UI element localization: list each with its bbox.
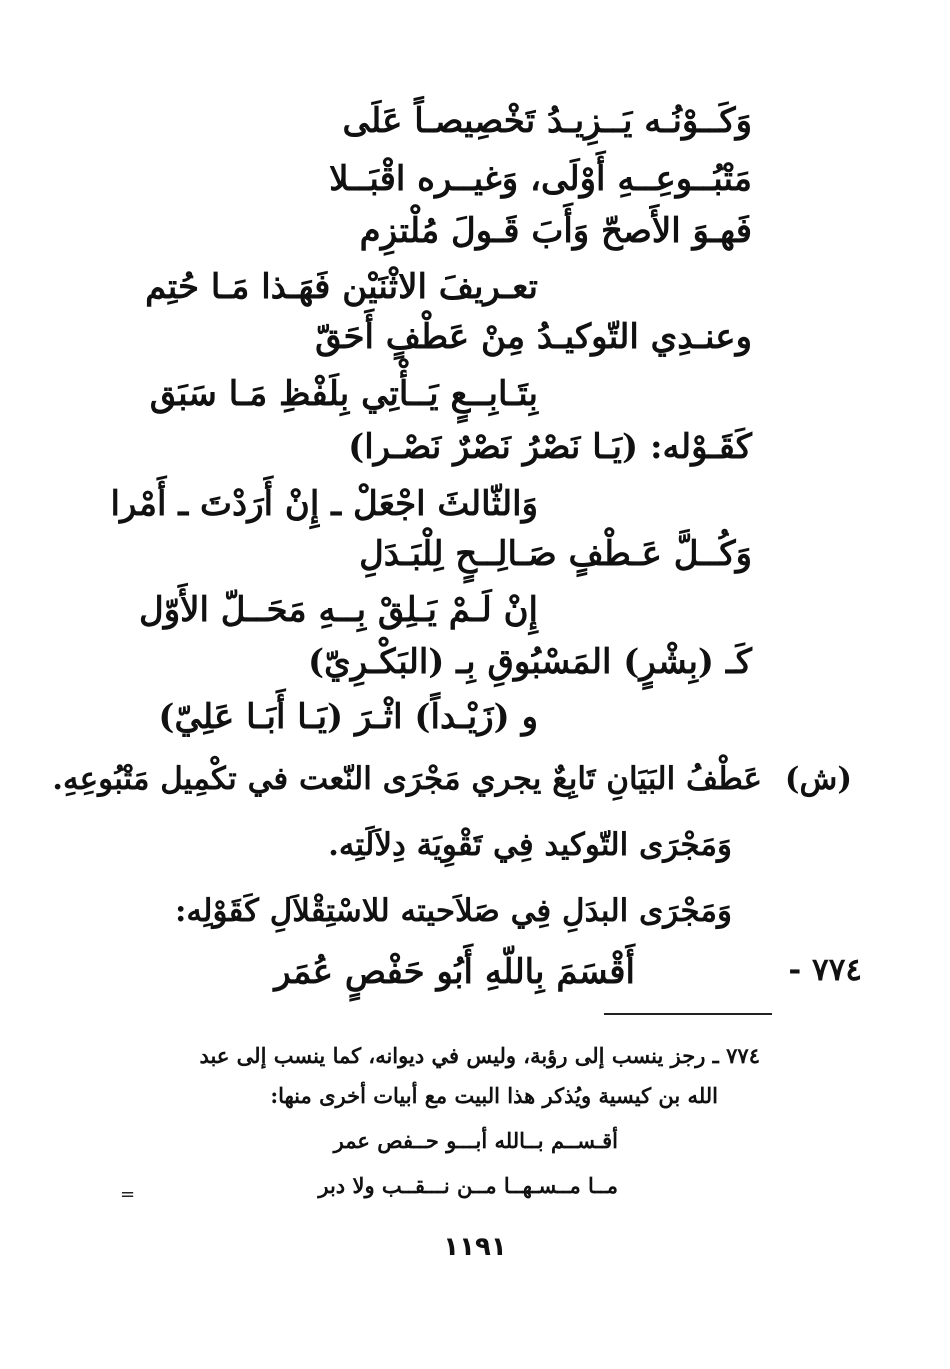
footnote-separator xyxy=(604,1013,772,1015)
verse-line-9: وَكُــلَّ عَـطْفٍ صَـالِــحٍ لِلْبَـدَلِ xyxy=(359,534,752,574)
quoted-verse-text: أَقْسَمَ بِاللّهِ أَبُو حَفْصٍ عُمَر xyxy=(274,952,635,992)
commentary-line-1: عَطْفُ البَيَانِ تَابِعٌ يجري مَجْرَى النّعت في تكْمِيل مَتْبُوعِهِ. xyxy=(52,761,762,797)
commentary-line-2: وَمَجْرَى التّوكيد فِي تَقْوِيَة دِلاَلَتِه. xyxy=(328,827,732,863)
verse-line-5: وعنـدِي التّوكيـدُ مِنْ عَطْفٍ أَحَقّ xyxy=(315,317,752,357)
footnote-line-2: الله بن كيسية ويُذكر هذا البيت مع أبيات أخرى منها: xyxy=(270,1083,718,1108)
verse-line-4: تعـريفَ الاثْنَيْن فَهَـذا مَـا حُتِم xyxy=(145,267,538,307)
verse-line-12: و (زَيْـداً) اثْـرَ (يَـا أَبَـا عَلِيّ) xyxy=(158,697,538,737)
commentary-marker: (ش) xyxy=(784,761,852,797)
verse-line-6: بِتَـابِــعٍ يَــأْتِي بِلَفْظِ مَـا سَبَق xyxy=(149,374,538,414)
quoted-verse-number: ٧٧٤ - xyxy=(788,952,862,988)
verse-line-8: وَالثّالثَ اجْعَلْ ـ إِنْ أَرَدْتَ ـ أَمْرا xyxy=(110,484,538,524)
verse-line-10: إِنْ لَـمْ يَـلِقْ بِــهِ مَحَــلّ الأَوّل xyxy=(139,590,538,630)
footnote-line-1: ٧٧٤ ـ رجز ينسب إلى رؤبة، وليس في ديوانه، كما ينسب إلى عبد xyxy=(199,1043,760,1068)
page-number: ١١٩١ xyxy=(443,1232,507,1262)
footnote-line-3: أقـســم بــالله أبـــو حــفص عمر xyxy=(333,1128,618,1153)
footnote-line-4: مــا مــسـهــا مــن نـــقــب ولا دبر xyxy=(318,1173,618,1198)
footnote-continuation-mark: = xyxy=(120,1184,136,1205)
verse-line-11: كَـ (بِشْرٍ) المَسْبُوقِ بِـ (البَكْـرِيّ) xyxy=(308,642,752,682)
verse-line-1: وَكَــوْنُـه يَــزِيـدُ تَخْصِيصـاً عَلَى xyxy=(342,101,752,141)
verse-line-7: كَقَـوْله: (يَـا نَصْرُ نَصْرٌ نَصْـرا) xyxy=(348,427,752,467)
verse-line-2: مَتْبُــوعِــهِ أَوْلَى، وَغيــره اقْبَــلا xyxy=(329,159,752,199)
commentary-line-3: وَمَجْرَى البدَلِ فِي صَلاَحيته للاسْتِقْلاَلِ كَقَوْلِه: xyxy=(174,893,732,929)
verse-line-3: فَهـوَ الأَصحّ وَأَبَ قَـولَ مُلْتزِم xyxy=(359,211,752,251)
